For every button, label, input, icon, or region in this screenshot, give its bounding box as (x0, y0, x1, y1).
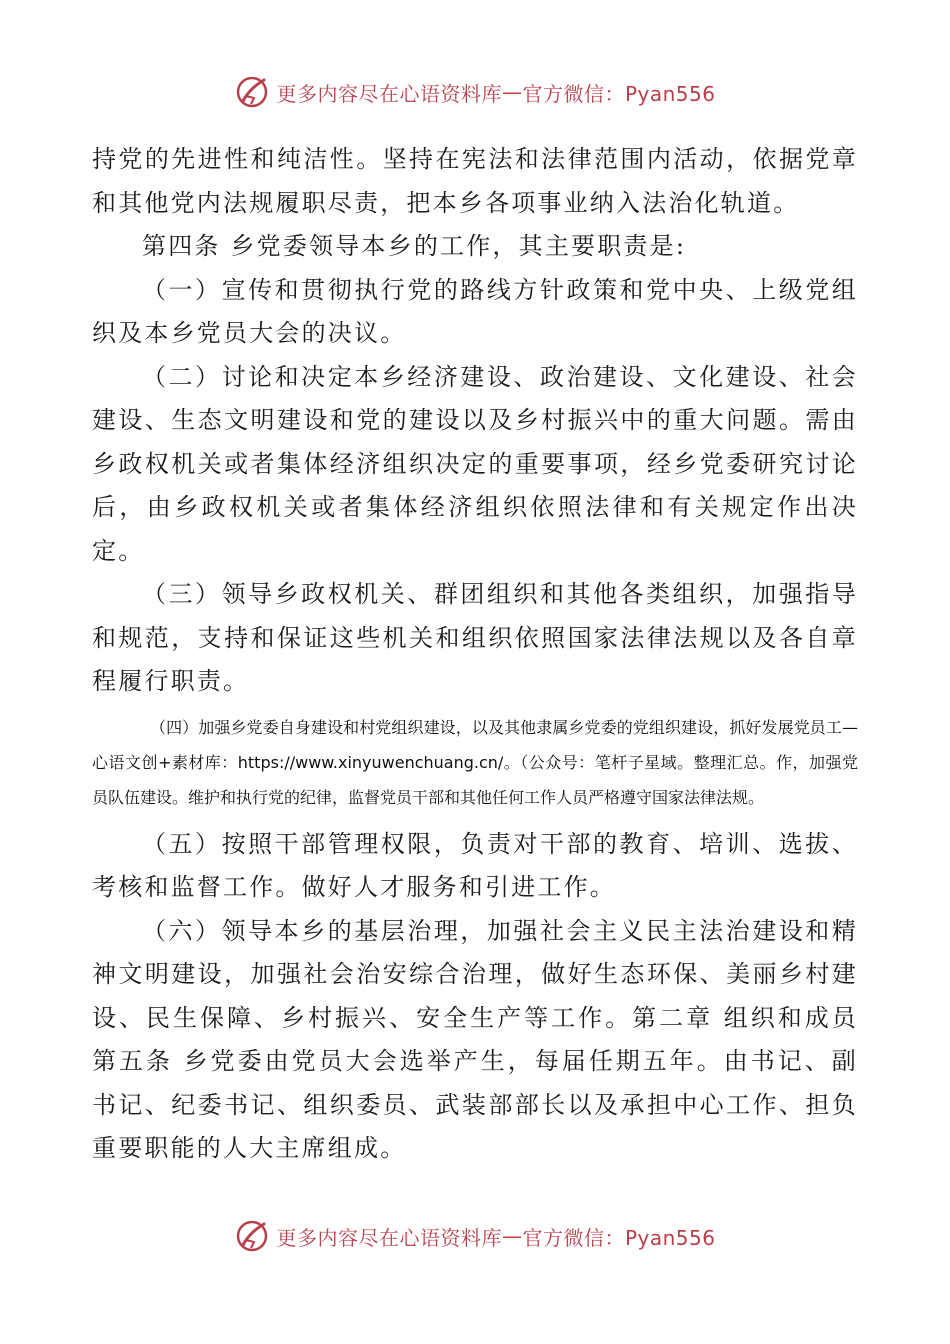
footer-banner (0, 1216, 950, 1256)
duty-3: （三）领导乡政权机关、群团组织和其他各类组织，加强指导和规范，支持和保证这些机关和组织依照国家法律法规以及各自章程履行职责。 (92, 580, 858, 695)
duty-4-small: （四）加强乡党委自身建设和村党组织建设，以及其他隶属乡党委的党组织建设，抓好发展党员工—心语文创+素材库：https://www.xinyuwenchuang.cn/。（公众号：笔杆子星域。整理汇总。作，加强党员队伍建设。维护和执行党的纪律，监督党员干部和其他任何工作人员严格遵守国家法律法规。 (92, 717, 858, 807)
duty-6: （六）领导本乡的基层治理，加强社会主义民主法治建设和精神文明建设，加强社会治安综合治理，做好生态环保、美丽乡村建设、民生保障、乡村振兴、安全生产等工作。第二章 组织和成员第五条 乡党委由党员大会选举产生，每届任期五年。由书记、副书记、纪委书记、组织委员、武装部部长以及承担中心工作、担负重要职能的人大主席组成。 (92, 916, 858, 1162)
banner-wechat: 官方微信：Pyan556 (522, 1225, 716, 1250)
document-body (92, 138, 858, 1171)
article-four-heading: 第四条 乡党委领导本乡的工作，其主要职责是: (142, 232, 687, 260)
logo-icon (234, 74, 270, 110)
banner-title: 更多内容尽在心语资料库 (276, 1225, 502, 1250)
banner-title: 更多内容尽在心语资料库 (276, 81, 502, 106)
duty-5: （五）按照干部管理权限，负责对干部的教育、培训、选拔、考核和监督工作。做好人才服务和引进工作。 (92, 829, 858, 901)
logo-icon (234, 1218, 270, 1254)
duty-2: （二）讨论和决定本乡经济建设、政治建设、文化建设、社会建设、生态文明建设和党的建设以及乡村振兴中的重大问题。需由乡政权机关或者集体经济组织决定的重要事项，经乡党委研究讨论后，由乡政权机关或者集体经济组织依照法律和有关规定作出决定。 (92, 362, 858, 565)
duty-1: （一）宣传和贯彻执行党的路线方针政策和党中央、上级党组织及本乡党员大会的决议。 (92, 275, 858, 347)
header-banner (0, 72, 950, 112)
paragraph-continued: 持党的先进性和纯洁性。坚持在宪法和法律范围内活动，依据党章和其他党内法规履职尽责，把本乡各项事业纳入法治化轨道。 (92, 145, 858, 217)
banner-separator: — (501, 80, 523, 104)
banner-separator: — (501, 1224, 523, 1248)
banner-wechat: 官方微信：Pyan556 (522, 81, 716, 106)
